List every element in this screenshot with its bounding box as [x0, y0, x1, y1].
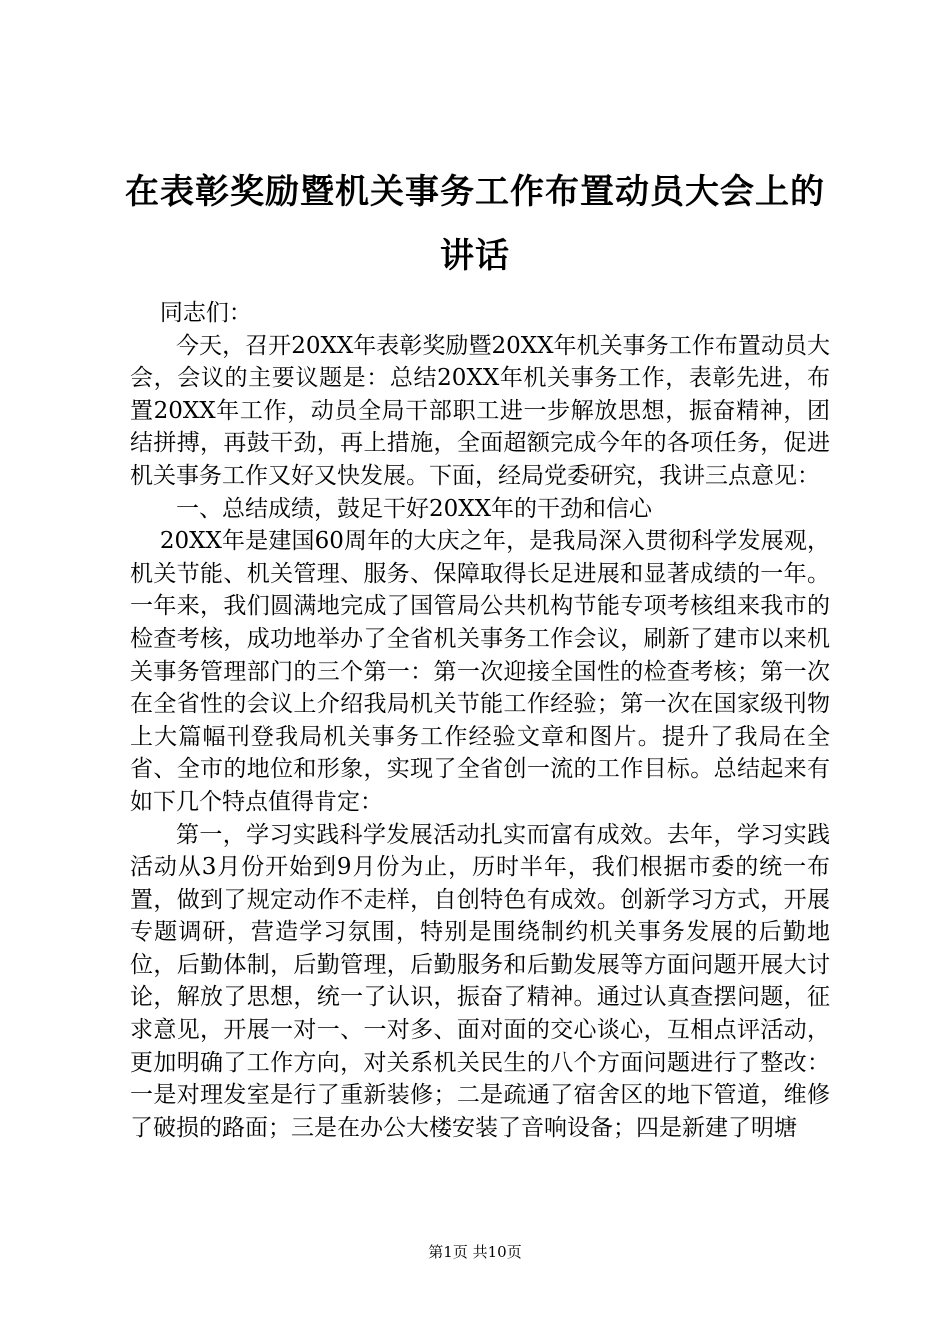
- body-paragraph: 20XX年是建国60周年的大庆之年，是我局深入贯彻科学发展观，机关节能、机关管理、服务、保障取得长足进展和显著成绩的一年。一年来，我们圆满地完成了国管局公共机构节能专项考核组来我市的检查考核，成功地举办了全省机关事务工作会议，刷新了建市以来机关事务管理部门的三个第一：第一次迎接全国性的检查考核；第一次在全省性的会议上介绍我局机关节能工作经验；第一次在国家级刊物上大篇幅刊登我局机关事务工作经验文章和图片。提升了我局在全省、全市的地位和形象，实现了全省创一流的工作目标。总结起来有如下几个特点值得肯定：: [130, 528, 830, 815]
- page-number-footer: 第1页 共10页: [428, 1243, 522, 1261]
- intro-paragraph: 今天，召开20XX年表彰奖励暨20XX年机关事务工作布置动员大会，会议的主要议题是：总结20XX年机关事务工作，表彰先进，布置20XX年工作，动员全局干部职工进一步解放思想，振奋精神，团结拼搏，再鼓干劲，再上措施，全面超额完成今年的各项任务，促进机关事务工作又好又快发展。下面，经局党委研究，我讲三点意见：: [130, 332, 830, 489]
- section-heading: 一、总结成绩，鼓足干好20XX年的干劲和信心: [176, 495, 653, 522]
- document-body: [130, 297, 830, 1144]
- document-title: 在表彰奖励暨机关事务工作布置动员大会上的讲话: [125, 172, 825, 276]
- salutation-paragraph: 同志们：: [159, 300, 252, 326]
- body-paragraph: 第一，学习实践科学发展活动扎实而富有成效。去年，学习实践活动从3月份开始到9月份为止，历时半年，我们根据市委的统一布置，做到了规定动作不走样，自创特色有成效。创新学习方式，开展专题调研，营造学习氛围，特别是围绕制约机关事务发展的后勤地位，后勤体制，后勤管理，后勤服务和后勤发展等方面问题开展大讨论，解放了思想，统一了认识，振奋了精神。通过认真查摆问题，征求意见，开展一对一、一对多、面对面的交心谈心，互相点评活动，更加明确了工作方向，对关系机关民生的八个方面问题进行了整改：一是对理发室是行了重新装修；二是疏通了宿舍区的地下管道，维修了破损的路面；三是在办公大楼安装了音响设备；四是新建了明塘: [130, 821, 830, 1141]
